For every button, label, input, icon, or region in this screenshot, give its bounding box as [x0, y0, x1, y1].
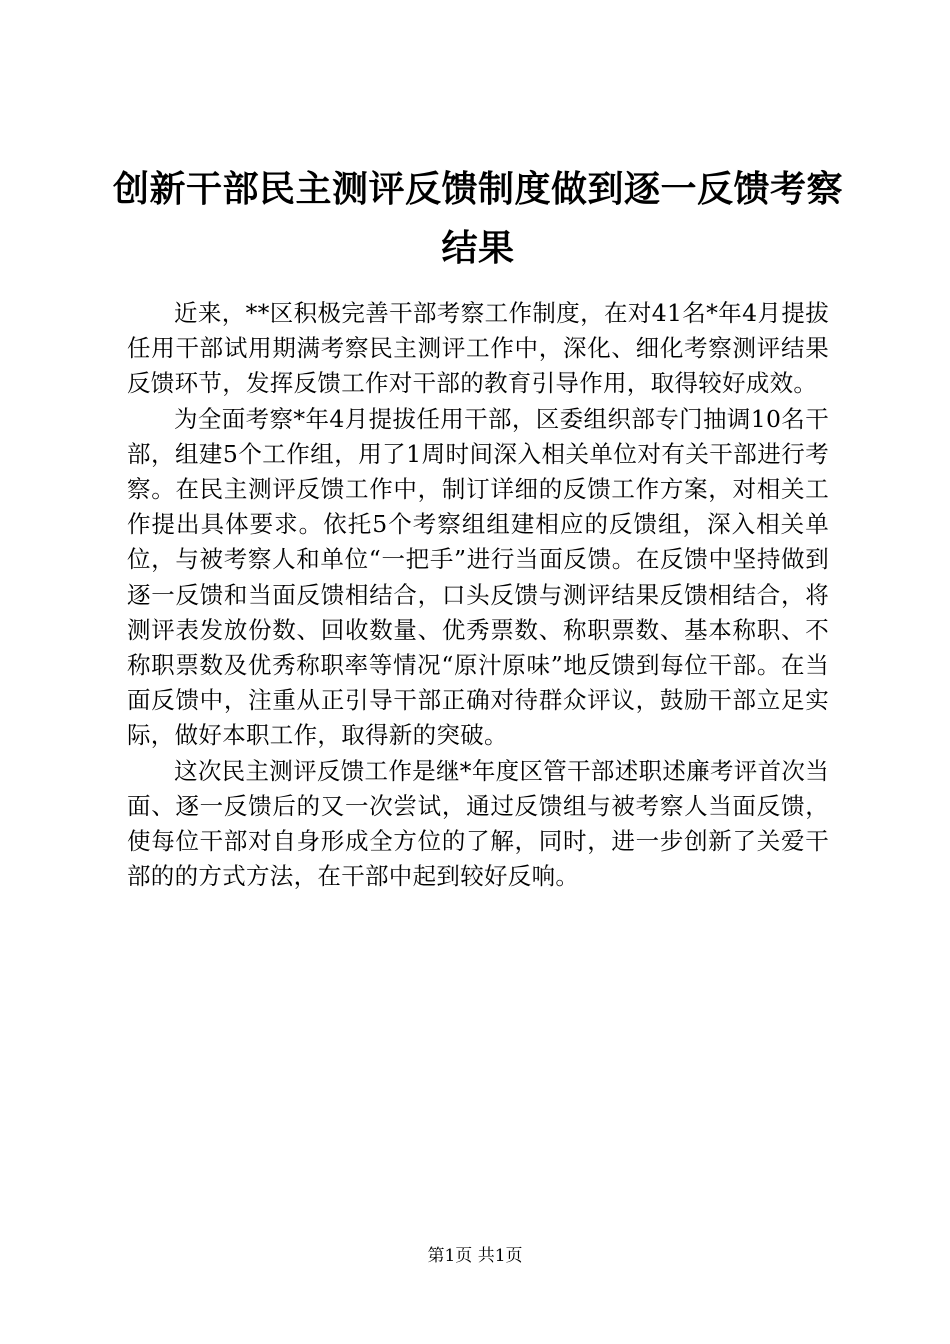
document-title: 创新干部民主测评反馈制度做到逐一反馈考察结果: [112, 168, 843, 269]
page-number-footer: 第1页 共1页: [427, 1246, 523, 1266]
paragraph-2: 为全面考察*年4月提拔任用干部，区委组织部专门抽调10名干部，组建5个工作组，用了1周时间深入相关单位对有关干部进行考察。在民主测评反馈工作中，制订详细的反馈工作方案，对相关工作提出具体要求。依托5个考察组组建相应的反馈组，深入相关单位，与被考察人和单位“一把手”进行当面反馈。在反馈中坚持做到逐一反馈和当面反馈相结合，口头反馈与测评结果反馈相结合，将测评表发放份数、回收数量、优秀票数、称职票数、基本称职、不称职票数及优秀称职率等情况“原汁原味”地反馈到每位干部。在当面反馈中，注重从正引导干部正确对待群众评议，鼓励干部立足实际，做好本职工作，取得新的突破。: [127, 404, 829, 750]
paragraph-1: 近来，**区积极完善干部考察工作制度，在对41名*年4月提拔任用干部试用期满考察民主测评工作中，深化、细化考察测评结果反馈环节，发挥反馈工作对干部的教育引导作用，取得较好成效。: [127, 299, 829, 398]
paragraph-3: 这次民主测评反馈工作是继*年度区管干部述职述廉考评首次当面、逐一反馈后的又一次尝试，通过反馈组与被考察人当面反馈，使每位干部对自身形成全方位的了解，同时，进一步创新了关爱干部的的方式方法，在干部中起到较好反响。: [127, 756, 829, 891]
document-body: [127, 296, 829, 894]
